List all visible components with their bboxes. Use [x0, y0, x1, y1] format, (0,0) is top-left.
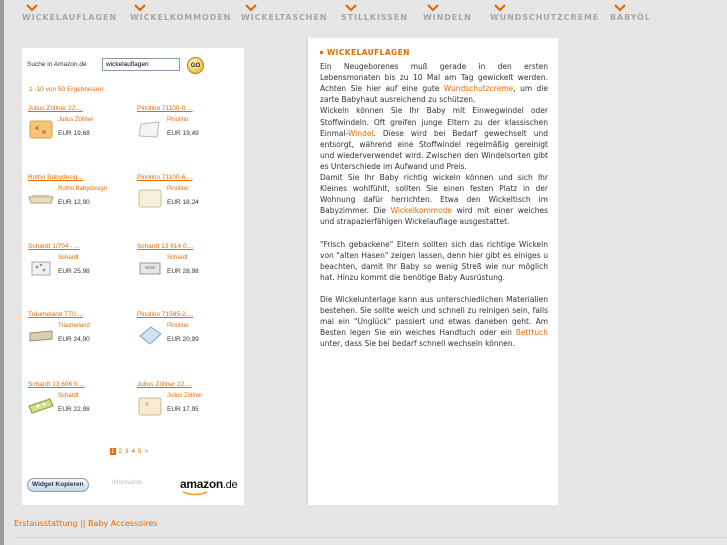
nav-item-label: STILLKISSEN: [341, 13, 408, 22]
product-title-link[interactable]: Träumeland TT0....: [28, 311, 83, 318]
changing-pad-blue-image[interactable]: [137, 324, 163, 346]
page-link[interactable]: 4: [131, 448, 135, 455]
amazon-logo-main: amazon: [180, 477, 223, 491]
link-wundschutzcreme[interactable]: Wundschutzcreme: [443, 84, 514, 94]
text-span: wird mit einer weiches und strapazierfähigen Wickelauflage ausgestattet.: [320, 206, 548, 227]
product-item: [28, 174, 132, 234]
text-span: Wickeln können Sie Ihr Baby mit Einwegwindel oder Stoffwindeln. Oft greifen junge Eltern zu der klassischen Einmal-: [320, 106, 548, 138]
search-label: Suche in Amazon.de: [27, 61, 87, 68]
product-brand: Pinolino: [167, 117, 189, 123]
search-row: [27, 58, 239, 74]
footer-link-baby-accessoires[interactable]: Baby Accessoires: [87, 519, 158, 528]
nav-item-label: WICKELAUFLAGEN: [22, 13, 117, 22]
amazon-logo[interactable]: [180, 477, 237, 491]
page-link[interactable]: 2: [118, 448, 123, 455]
nav-item-label: WICKELKOMMODEN: [130, 13, 232, 22]
product-brand: Rotho Babydesign: [58, 186, 108, 192]
content-title-text: WICKELAUFLAGEN: [327, 48, 410, 57]
product-title-link[interactable]: Schardt 1/704 - ...: [28, 243, 80, 250]
product-brand: Julius Zöllner: [58, 117, 94, 123]
link-betttuch[interactable]: Betttuch: [515, 328, 548, 338]
top-navigation: [14, 0, 727, 30]
product-item: [137, 174, 241, 234]
product-price: EUR 19,68: [58, 130, 90, 137]
product-price: EUR 25,98: [58, 268, 90, 275]
changing-pad-tan-image[interactable]: [28, 324, 54, 346]
product-price: EUR 18,24: [167, 199, 199, 206]
product-brand: Julius Zöllner: [167, 393, 203, 399]
text-span: , um die zarte Babyhaut ausreichend zu schützen.: [320, 84, 549, 105]
product-title-link[interactable]: Julius Zöllner 22....: [137, 381, 192, 388]
product-item: [28, 381, 132, 441]
product-item: [137, 105, 241, 165]
product-title-link[interactable]: Schardt 13 606 0....: [28, 381, 85, 388]
content-panel: [308, 38, 558, 505]
nav-item-wickeltaschen[interactable]: [241, 3, 327, 22]
results-count: 1 -10 von 50 Ergebnissen: [29, 86, 104, 93]
text-span: Damit Sie Ihr Baby richtig wickeln können und sich Ihr Kleines wohlfühlt, sollten Sie einen festen Platz in der Wohnung dafür herrichten. Etwa den Wickeltisch im Babyzimmer. Die: [320, 173, 548, 216]
paragraph-tips: "Frisch gebackene" Eltern sollten sich das richtige Wickeln von "alten Hasen" zeigen lassen, denn hier gibt es einiges u beachten, damit Ihr Baby so wenig Streß wie nur möglich hat. Hinzu kommt die benötige Baby Ausrüstung.: [320, 239, 548, 282]
go-button[interactable]: GO: [187, 57, 204, 74]
page-current[interactable]: 1: [111, 448, 115, 455]
footer-link-erstausstattung[interactable]: Erstausstattung: [14, 519, 78, 528]
product-brand: Pinolino: [167, 186, 189, 192]
product-title-link[interactable]: Pinolino 71100-6....: [137, 174, 193, 181]
amazon-search-widget: [22, 48, 244, 505]
nav-item-label: BABYÖL: [610, 13, 651, 22]
product-item: [28, 105, 132, 165]
chevron-down-icon: [494, 3, 506, 13]
widget-info-link[interactable]: Information: [112, 480, 143, 486]
left-edge-bar: [0, 0, 4, 545]
product-item: [137, 243, 241, 303]
text-span: . Diese wird bei Bedarf gewechselt und entsorgt, während eine Stoffwindel regelmäßig gereinigt und wiederverwendet wird. Zwischen den Windelsorten gibt es Unterschiede im Aufwand und Preis.: [320, 128, 548, 171]
text-span: Die Wickelunterlage kann aus unterschiedlichen Materialien bestehen. Sie sollte weich und schnell zu reinigen sein, falls mal ein "Unglück" passiert und etwas daneben geht. Am Besten legen Sie ein weiches Handtuch oder ein: [320, 294, 548, 338]
product-price: EUR 19,49: [167, 130, 199, 137]
nav-item-stillkissen[interactable]: [341, 3, 408, 22]
product-price: EUR 28,98: [167, 268, 199, 275]
changing-pad-white-image[interactable]: [137, 118, 163, 140]
nav-item-wickelkommoden[interactable]: [130, 3, 231, 22]
product-title-link[interactable]: Rotho Babydesig...: [28, 174, 83, 181]
nav-item-label: WUNDSCHUTZCREME: [490, 13, 600, 22]
page-link[interactable]: 5: [137, 448, 142, 455]
changing-pad-yellow-image[interactable]: [28, 118, 54, 140]
nav-item-windeln[interactable]: [423, 3, 472, 22]
product-brand: Pinolino: [167, 323, 189, 329]
chevron-down-icon: [427, 3, 439, 13]
content-text: [320, 47, 548, 360]
next-page-link[interactable]: >: [144, 448, 148, 455]
chevron-down-icon: [345, 3, 357, 13]
nav-item-wickelauflagen[interactable]: [22, 3, 117, 22]
product-title-link[interactable]: Schardt 13 614 0....: [137, 243, 194, 250]
pagination: [110, 448, 149, 455]
product-item: [28, 311, 132, 371]
product-title-link[interactable]: Julius Zöllner 22....: [28, 105, 83, 112]
product-title-link[interactable]: Pinolino 71585-2....: [137, 311, 194, 318]
changing-pad-beige-image[interactable]: [28, 187, 54, 209]
footer-divider: [14, 537, 727, 538]
product-item: [28, 243, 132, 303]
product-price: EUR 22,98: [58, 406, 90, 413]
product-price: EUR 24,90: [58, 336, 90, 343]
changing-pad-grey-image[interactable]: [137, 256, 163, 278]
changing-pad-ivory-image[interactable]: [137, 394, 163, 416]
paragraph-material: [320, 294, 548, 349]
nav-item-wundschutzcreme[interactable]: [490, 3, 599, 22]
product-brand: Schardt: [167, 255, 188, 261]
product-item: [137, 381, 241, 441]
changing-pad-green-image[interactable]: [28, 394, 54, 416]
link-windel[interactable]: Windel: [347, 128, 374, 138]
nav-item-label: WINDELN: [423, 13, 472, 22]
product-price: EUR 17,95: [167, 406, 199, 413]
text-span: Ein Neugeborenes muß gerade in den ersten Lebensmonaten bis zu 10 Mal am Tag gewickelt werden. Achten Sie hier auf eine gute: [320, 62, 548, 94]
chevron-down-icon: [134, 3, 146, 13]
chevron-down-icon: [245, 3, 257, 13]
link-wickelkommode[interactable]: Wickelkommode: [390, 206, 453, 216]
widget-copy-button[interactable]: Widget Kopieren: [27, 478, 89, 492]
page-link[interactable]: 3: [124, 448, 129, 455]
changing-pad-pattern-image[interactable]: [28, 256, 54, 278]
paragraph-intro: [320, 61, 548, 227]
product-brand: Schardt: [58, 255, 79, 261]
footer-separator: ||: [77, 519, 88, 528]
nav-item-label: WICKELTASCHEN: [241, 13, 328, 22]
amazon-smile-icon: [182, 491, 210, 496]
chevron-down-icon: [26, 3, 38, 13]
product-brand: Schardt: [58, 393, 79, 399]
content-title: [320, 47, 548, 58]
product-title-link[interactable]: Pinolino 71100-0....: [137, 105, 193, 112]
chevron-down-icon: [614, 3, 626, 13]
amazon-logo-tld: .de: [222, 479, 238, 491]
changing-pad-cream-image[interactable]: [137, 187, 163, 209]
text-span: unter, dass Sie bei bedarf schnell wechseln können.: [320, 339, 515, 349]
bullet-icon: [320, 51, 323, 54]
product-price: EUR 12,90: [58, 199, 90, 206]
nav-item-babyoel[interactable]: [610, 3, 651, 22]
search-input[interactable]: [102, 58, 180, 71]
footer-links: [14, 519, 157, 528]
product-price: EUR 20,99: [167, 336, 199, 343]
product-item: [137, 311, 241, 371]
product-brand: Träumeland: [58, 323, 90, 329]
